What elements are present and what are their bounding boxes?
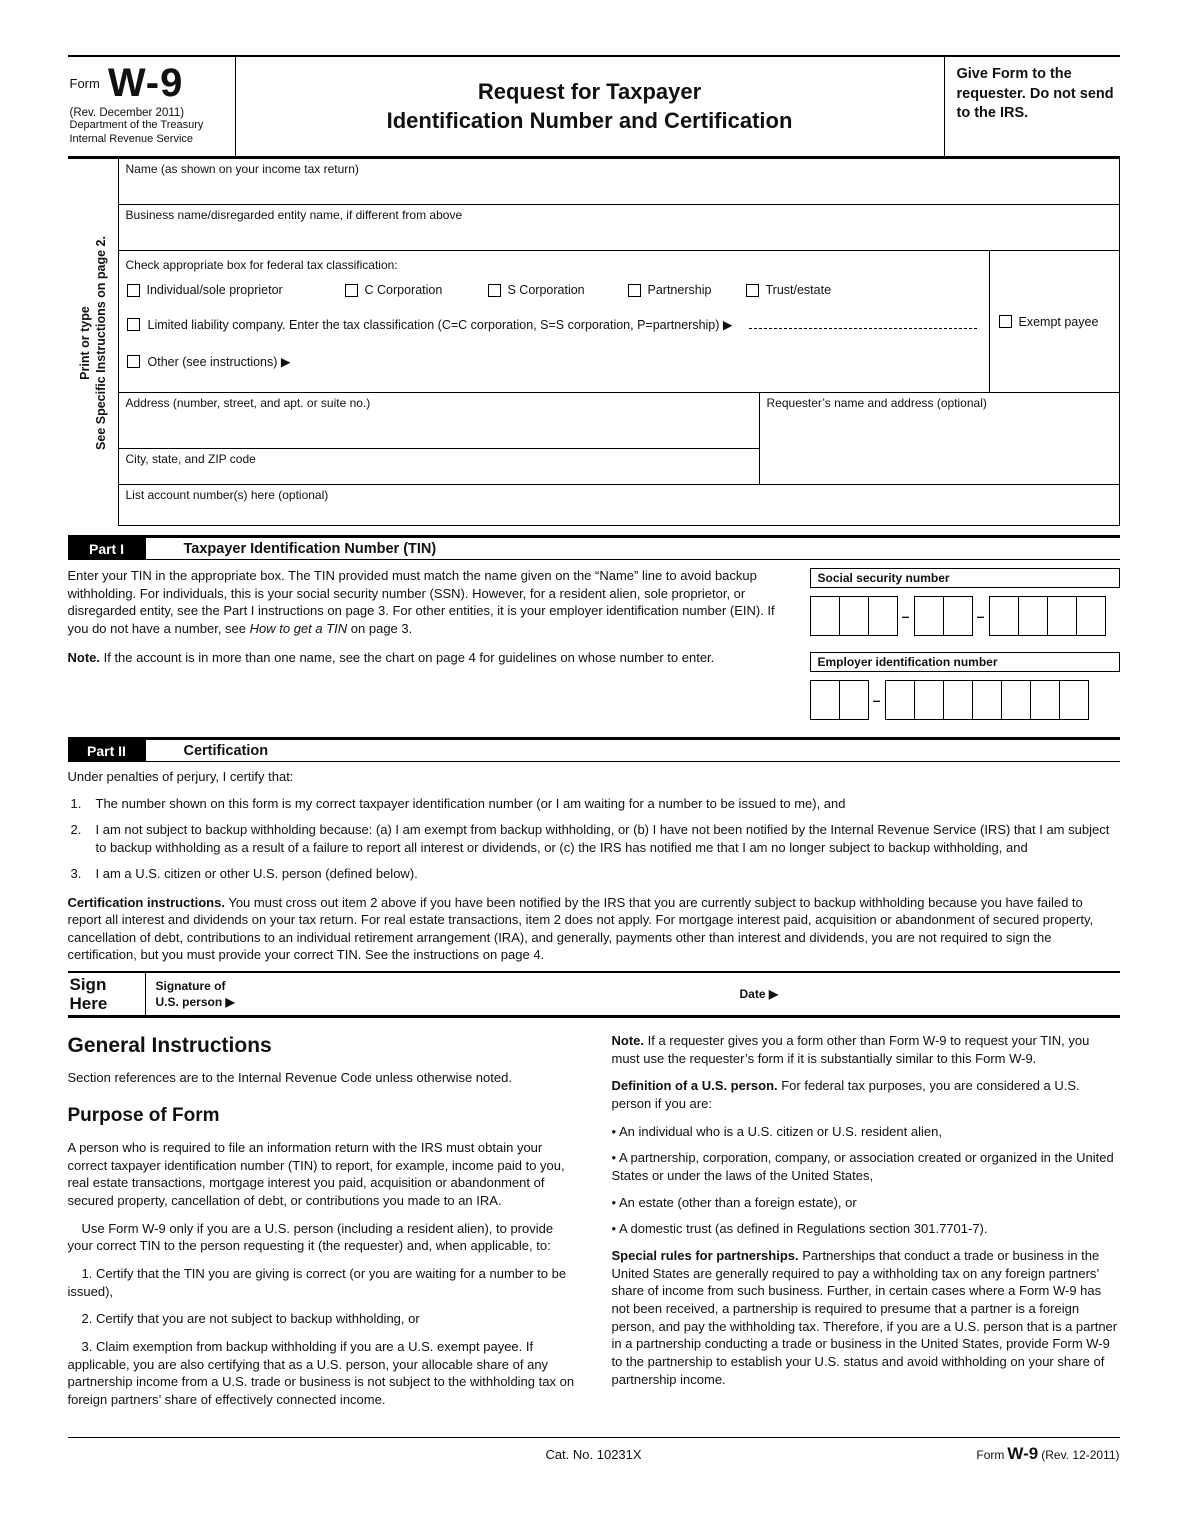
certification-item-3 — [68, 865, 1120, 883]
classification-label: Check appropriate box for federal tax classification: — [125, 258, 398, 272]
see-instructions-label: See Specific Instructions on page 2. — [93, 235, 108, 450]
ssn-digit-cell[interactable] — [1076, 596, 1106, 636]
definition-text: For federal tax purposes, you are considered a U.S. person if you are: — [611, 1078, 1080, 1111]
city-state-zip-label: City, state, and ZIP code — [125, 452, 256, 466]
certification-item-2 — [68, 821, 1120, 856]
account-numbers-label: List account number(s) here (optional) — [125, 488, 329, 502]
classification-option-c-corporation[interactable] — [345, 283, 488, 297]
address-column — [119, 393, 759, 484]
part2-body — [68, 762, 1120, 964]
ssn-label: Social security number — [810, 568, 1120, 588]
definition-bullet-1: • An individual who is a U.S. citizen or U.S. resident alien, — [611, 1123, 942, 1139]
name-label: Name (as shown on your income tax return) — [125, 162, 359, 176]
requester-note-lead: Note. — [611, 1032, 644, 1048]
checkbox-other-label: Other (see instructions) ▶ — [147, 355, 291, 369]
ssn-digit-cell[interactable] — [989, 596, 1019, 636]
certification-item-3-text: I am a U.S. citizen or other U.S. person (defined below). — [95, 866, 418, 882]
how-to-get-tin-italic: How to get a TIN — [249, 620, 348, 636]
footer-revision: (Rev. 12-2011) — [1041, 1447, 1120, 1462]
form-title — [236, 57, 945, 156]
w9-form — [68, 0, 1120, 1464]
certification-item-2-text: I am not subject to backup withholding because: (a) I am exempt from backup withholding, or (b) I have not been notified by the Internal Revenue Service (IRS) that I am subject to backup withholding as a result of a failure to report all interest or dividends, or (c) the IRS has notified me that I am no longer subject to backup withholding, and — [95, 822, 1110, 855]
certification-item-3-number: 3. — [70, 866, 82, 882]
sign-here-label — [68, 973, 146, 1015]
ein-digit-cell[interactable] — [943, 680, 973, 720]
ein-digit-cell[interactable] — [885, 680, 915, 720]
service-line: Internal Revenue Service — [69, 132, 194, 145]
part1-header — [68, 535, 1120, 560]
account-numbers-field[interactable] — [119, 485, 1119, 525]
sign-word: Sign — [69, 974, 107, 994]
certification-item-2-number: 2. — [70, 822, 82, 838]
form-title-line1: Request for Taxpayer — [477, 78, 702, 104]
part1-badge: Part I — [68, 538, 146, 559]
certification-item-1-number: 1. — [70, 795, 82, 811]
special-rules-text: Partnerships that conduct a trade or business in the United States are generally required to pay a withholding tax on any foreign partners’ share of income from such business. Further, in certain cases where a Form W-9 has not been received, a partnership is required to presume that a partner is a foreign person, and pay the withholding tax. Therefore, if you are a U.S. person that is a partner in a partnership conducting a trade or business in the United States, provide Form W-9 to the partnership to establish your U.S. status and avoid withholding on your share of partnership income. — [611, 1247, 1118, 1387]
name-field[interactable] — [119, 159, 1119, 205]
purpose-of-form-title: Purpose of Form — [67, 1105, 220, 1127]
checkbox-trust-estate-label: Trust/estate — [765, 283, 832, 297]
form-word-label: Form — [69, 76, 100, 91]
certification-intro: Under penalties of perjury, I certify that: — [67, 769, 294, 784]
tin-note-paragraph — [68, 649, 794, 667]
checkbox-llc-label: Limited liability company. Enter the tax classification (C=C corporation, S=S corporation, P=partnership) ▶ — [147, 318, 733, 332]
tin-instructions-paragraph — [68, 567, 794, 637]
instructions-section — [68, 1032, 1120, 1419]
signature-label — [156, 978, 235, 1010]
fields-table — [118, 159, 1120, 526]
checkbox-s-corporation[interactable] — [488, 284, 501, 297]
ein-digit-cell[interactable] — [1001, 680, 1031, 720]
part2-badge: Part II — [68, 740, 146, 761]
checkbox-c-corporation-label: C Corporation — [364, 283, 443, 297]
checkbox-exempt-payee[interactable] — [999, 315, 1012, 328]
definition-bullet-2: • A partnership, corporation, company, or association created or organized in the United States or under the laws of the United States, — [611, 1150, 1114, 1183]
print-or-type-label: Print or type — [77, 305, 92, 380]
checkbox-individual-label: Individual/sole proprietor — [146, 283, 283, 297]
date-label: Date ▶ — [739, 986, 779, 1001]
checkbox-c-corporation[interactable] — [345, 284, 358, 297]
give-form-note: Give Form to the requester. Do not send to the IRS. — [956, 66, 1114, 122]
department-line: Department of the Treasury — [69, 119, 204, 131]
ssn-digit-cell[interactable] — [810, 596, 840, 636]
ein-digit-cell[interactable] — [839, 680, 869, 720]
ein-digit-cell[interactable] — [914, 680, 944, 720]
certification-instructions-lead: Certification instructions. — [67, 894, 225, 910]
ein-label: Employer identification number — [810, 652, 1120, 672]
form-header — [68, 55, 1120, 159]
instructions-right-column — [612, 1032, 1120, 1419]
classification-option-partnership[interactable] — [628, 283, 746, 297]
tin-note-lead: Note. — [67, 650, 100, 666]
address-label: Address (number, street, and apt. or suite no.) — [125, 396, 371, 410]
purpose-item-1: 1. Certify that the TIN you are giving is correct (or you are waiting for a number to be issued), — [67, 1266, 567, 1299]
part1-body — [68, 560, 1120, 728]
exempt-payee-cell — [989, 251, 1119, 392]
ein-dash: – — [872, 692, 881, 708]
form-number: W-9 — [107, 61, 184, 105]
tin-intro-end: on page 3. — [347, 620, 413, 636]
classification-option-trust-estate[interactable] — [746, 283, 832, 297]
purpose-item-3: 3. Claim exemption from backup withholding if you are a U.S. exempt payee. If applicable, you are also certifying that as a U.S. person, your allocable share of any partnership income from a U.S. trade or business is not subject to the withholding tax on foreign partners’ share of effectively connected income. — [67, 1339, 575, 1408]
section-references-paragraph: Section references are to the Internal Revenue Code unless otherwise noted. — [67, 1070, 512, 1086]
requester-note-paragraph — [612, 1032, 1120, 1067]
certification-instructions-paragraph — [68, 894, 1120, 964]
purpose-paragraph-2: Use Form W-9 only if you are a U.S. person (including a resident alien), to provide your correct TIN to the person requesting it (the requester) and, when applicable, to: — [67, 1220, 554, 1254]
city-state-zip-field[interactable] — [119, 449, 759, 484]
fields-area — [68, 159, 1120, 526]
signature-field[interactable] — [146, 973, 740, 1015]
tin-entry-boxes — [810, 567, 1120, 728]
llc-classification-input[interactable] — [749, 328, 977, 329]
tin-note-text: If the account is in more than one name, see the chart on page 4 for guidelines on whose number to enter. — [100, 650, 715, 666]
classification-checkboxes — [119, 283, 989, 297]
business-name-field[interactable] — [119, 205, 1119, 251]
certification-instructions-text: You must cross out item 2 above if you have been notified by the IRS that you are currently subject to backup withholding because you have failed to report all interest and dividends on your tax return. For real estate transactions, item 2 does not apply. For mortgage interest paid, acquisition or abandonment of secured property, cancellation of debt, contributions to an individual retirement arrangement (IRA), and generally, payments other than interest and dividends, you are not required to sign the certification, but you must provide your correct TIN. See the instructions on page 4. — [67, 894, 1094, 963]
ein-digit-cell[interactable] — [810, 680, 840, 720]
address-field[interactable] — [119, 393, 759, 449]
ssn-digit-cell[interactable] — [914, 596, 944, 636]
address-requester-row — [119, 393, 1119, 485]
form-title-line2: Identification Number and Certification — [386, 107, 793, 133]
requester-note-text: If a requester gives you a form other than Form W-9 to request your TIN, you must use the requester’s form if it is substantially similar to this Form W-9. — [611, 1032, 1090, 1066]
rotated-sidebar-text — [78, 236, 108, 450]
general-instructions-title: General Instructions — [67, 1033, 272, 1057]
definition-lead: Definition of a U.S. person. — [611, 1078, 778, 1094]
checkbox-llc[interactable] — [127, 318, 140, 331]
business-name-label: Business name/disregarded entity name, if different from above — [125, 208, 463, 222]
checkbox-trust-estate[interactable] — [746, 284, 759, 297]
requester-name-address-field[interactable] — [759, 393, 1119, 484]
print-or-type-sidebar — [68, 159, 118, 526]
checkbox-individual[interactable] — [127, 284, 140, 297]
classification-option-s-corporation[interactable] — [488, 283, 628, 297]
ssn-digit-cell[interactable] — [1047, 596, 1077, 636]
footer-form-id — [642, 1444, 1120, 1464]
form-revision: (Rev. December 2011) — [69, 107, 185, 119]
special-rules-paragraph — [612, 1247, 1120, 1388]
ssn-digit-cell[interactable] — [839, 596, 869, 636]
classification-options — [119, 251, 989, 392]
footer-form-number: W-9 — [1007, 1443, 1039, 1463]
definition-bullet-3: • An estate (other than a foreign estate), or — [611, 1194, 857, 1210]
form-number-line — [70, 61, 231, 106]
purpose-paragraph-1: A person who is required to file an information return with the IRS must obtain your correct taxpayer identification number (TIN) to report, for example, income paid to you, real estate transactions, mortgage interest you paid, acquisition or abandonment of secured property, cancellation of debt, or contributions you made to an IRA. — [67, 1139, 565, 1208]
signature-label-line1: Signature of — [155, 978, 226, 993]
requester-label: Requester’s name and address (optional) — [766, 396, 987, 410]
sign-here-row — [68, 971, 1120, 1018]
certification-item-1 — [68, 795, 1120, 813]
ein-digit-cell[interactable] — [972, 680, 1002, 720]
checkbox-partnership-label: Partnership — [647, 283, 712, 297]
exempt-payee-label: Exempt payee — [1018, 314, 1099, 329]
checkbox-partnership[interactable] — [628, 284, 641, 297]
ssn-dash: – — [901, 608, 910, 624]
footer-form-word: Form — [976, 1447, 1005, 1462]
special-rules-lead: Special rules for partnerships. — [611, 1247, 799, 1263]
part2-title: Certification — [183, 742, 269, 759]
part1-instructions — [68, 567, 810, 728]
signature-label-line2: U.S. person ▶ — [155, 994, 235, 1009]
classification-option-individual[interactable] — [127, 283, 345, 297]
certification-item-1-text: The number shown on this form is my correct taxpayer identification number (or I am waiting for a number to be issued to me), and — [95, 795, 846, 811]
checkbox-s-corporation-label: S Corporation — [507, 283, 585, 297]
ssn-digit-cell[interactable] — [868, 596, 898, 636]
purpose-item-2: 2. Certify that you are not subject to backup withholding, or — [81, 1311, 420, 1327]
form-id-block — [68, 57, 236, 156]
ein-digit-cell[interactable] — [1059, 680, 1089, 720]
ein-input[interactable] — [810, 680, 1120, 720]
ein-digit-cell[interactable] — [1030, 680, 1060, 720]
date-field[interactable] — [740, 973, 1120, 1015]
definition-bullet-4: • A domestic trust (as defined in Regulations section 301.7701-7). — [611, 1221, 988, 1237]
form-footer — [68, 1437, 1120, 1464]
classification-option-llc — [119, 317, 989, 332]
catalog-number: Cat. No. 10231X — [545, 1446, 642, 1462]
tax-classification-row — [119, 251, 1119, 393]
here-word: Here — [69, 993, 108, 1013]
checkbox-other[interactable] — [127, 355, 140, 368]
ssn-digit-cell[interactable] — [943, 596, 973, 636]
ssn-input[interactable] — [810, 596, 1120, 636]
classification-option-other — [119, 354, 989, 369]
ssn-digit-cell[interactable] — [1018, 596, 1048, 636]
definition-paragraph — [612, 1077, 1120, 1112]
ssn-dash: – — [976, 608, 985, 624]
instructions-left-column — [68, 1032, 576, 1419]
part2-header — [68, 737, 1120, 762]
tin-intro-text: Enter your TIN in the appropriate box. The TIN provided must match the name given on the “Name” line to avoid backup withholding. For individuals, this is your social security number (SSN). However, for a resident alien, sole proprietor, or disregarded entity, see the Part I instructions on page 3. For other entities, it is your employer identification number (EIN). If you do not have a number, see — [67, 568, 775, 636]
part1-title: Taxpayer Identification Number (TIN) — [183, 540, 437, 557]
